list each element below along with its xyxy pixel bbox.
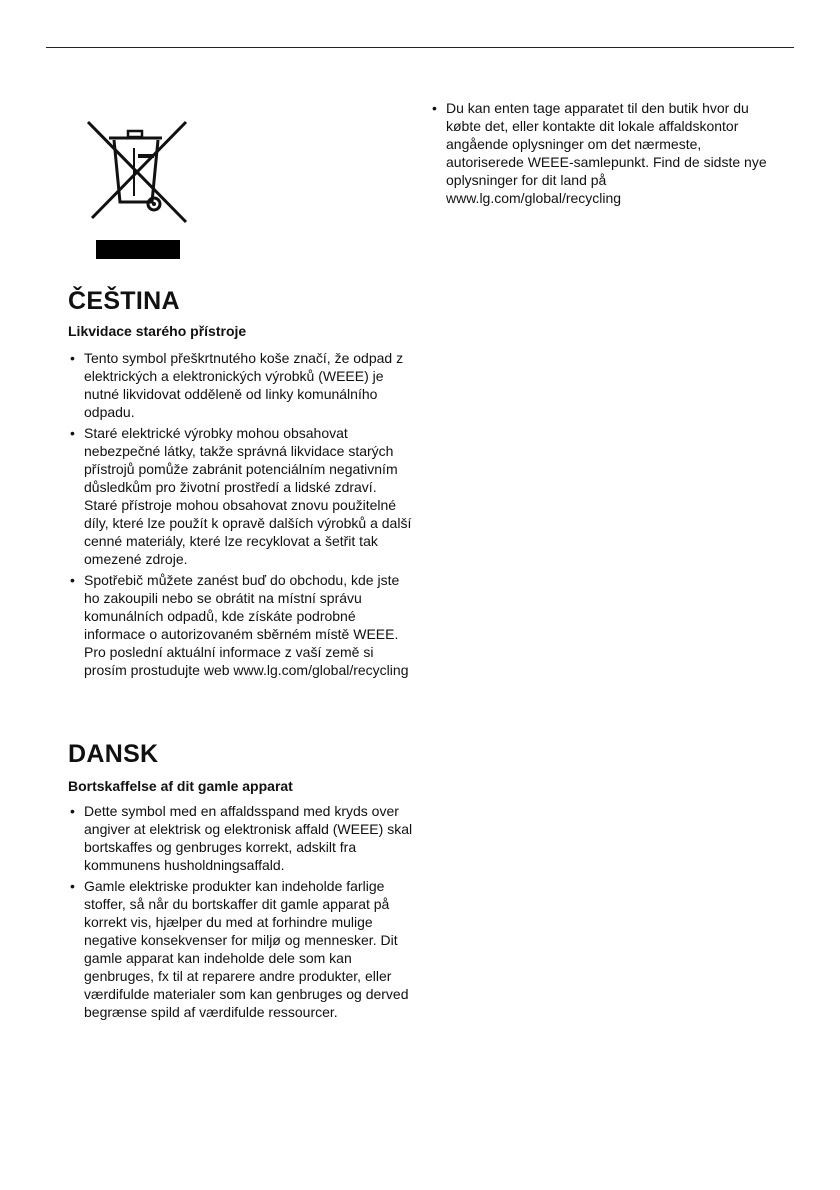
list-item: • Gamle elektriske produkter kan indeholde farlige stoffer, så når du bortskaffer dit gamle apparat på korrekt vis, hjælper du med at forhindre mulige negative konsekvenser for miljø og mennesker. Dit gamle apparat kan indeholde dele som kan genbruges, fx til at reparere andre produkter, eller værdifulde materialer som kan genbruges og derved begrænse spild af værdifulde ressourcer. (68, 877, 413, 1021)
crossed-out-bin-icon (82, 118, 192, 228)
header-rule (46, 47, 794, 48)
bullet-list-dansk (68, 802, 413, 1024)
list-item: • Staré elektrické výrobky mohou obsahovat nebezpečné látky, takže správná likvidace starých přístrojů pomůže zabránit potenciálním negativním důsledkům pro životní prostředí a lidské zdraví. Staré přístroje mohou obsahovat znovu použitelné díly, které lze použít k opravě dalších výrobků a další cenné materiály, které lze recyklovat a šetřit tak omezené zdroje. (68, 424, 413, 568)
bullet-list-cestina (68, 349, 413, 682)
list-item: • Tento symbol přeškrtnutého koše značí, že odpad z elektrických a elektronických výrobků (WEEE) je nutné likvidovat odděleně od linky komunálního odpadu. (68, 349, 413, 421)
list-item: • Dette symbol med en affaldsspand med kryds over angiver at elektrisk og elektronisk affald (WEEE) skal bortskaffes og genbruges korrekt, adskilt fra kommunens husholdningsaffald. (68, 802, 413, 874)
section-subtitle-dansk: Bortskaffelse af dit gamle apparat (68, 778, 293, 794)
list-item: • Du kan enten tage apparatet til den butik hvor du købte det, eller kontakte dit lokale affaldskontor angående oplysninger om det nærmeste, autoriserede WEEE-samlepunkt. Find de sidste nye oplysninger for dit land på www.lg.com/global/recycling (430, 99, 780, 207)
section-subtitle-cestina: Likvidace starého přístroje (68, 323, 247, 339)
section-title-cestina: ČEŠTINA (68, 287, 180, 315)
bullet-list-dansk-continued (430, 99, 780, 210)
section-title-dansk: DANSK (68, 740, 159, 768)
list-item: • Spotřebič můžete zanést buď do obchodu, kde jste ho zakoupili nebo se obrátit na místní správu komunálních odpadů, kde získáte podrobné informace o autorizovaném sběrném místě WEEE. Pro poslední aktuální informace z vaší země si prosím prostudujte web www.lg.com/global/recycling (68, 571, 413, 679)
date-mark-bar (96, 240, 180, 259)
